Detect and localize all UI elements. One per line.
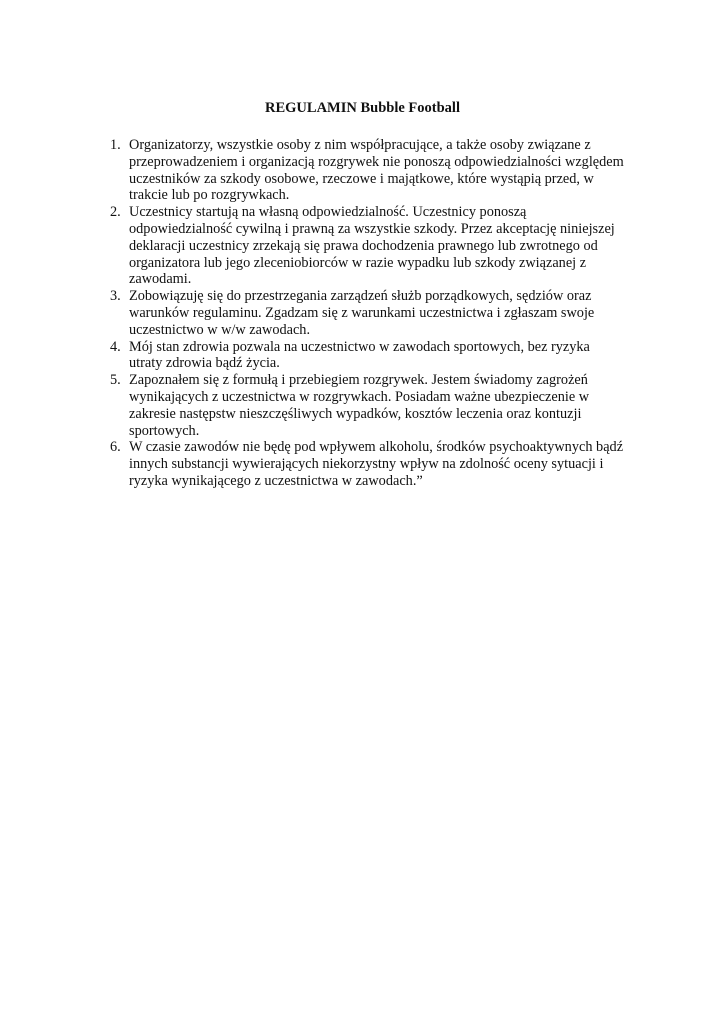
rule-line: Organizatorzy, wszystkie osoby z nim współpracujące, a także osoby związane z (129, 137, 591, 153)
rule-line: Mój stan zdrowia pozwala na uczestnictwo w zawodach sportowych, bez ryzyka (129, 338, 590, 355)
rule-line: przeprowadzeniem i organizacją rozgrywek nie ponoszą odpowiedzialności względem (129, 153, 624, 170)
rule-line: deklaracji uczestnicy zrzekają się prawa dochodzenia prawnego lub zwrotnego od (129, 237, 598, 254)
rule-line: uczestnictwo w w/w zawodach. (129, 321, 311, 338)
rule-line: innych substancji wywierających niekorzystny wpływ na zdolność oceny sytuacji i (129, 456, 604, 473)
rule-line: Zobowiązuję się do przestrzegania zarządzeń służb porządkowych, sędziów oraz (129, 288, 592, 305)
rule-line: wynikających z uczestnictwa w rozgrywkach. Posiadam ważne ubezpieczenie w (129, 388, 590, 405)
rule-number: 3. (110, 288, 121, 305)
rule-item (110, 288, 650, 338)
rule-line: zakresie następstw nieszczęśliwych wypadków, kosztów leczenia oraz kontuzji (129, 405, 582, 422)
rule-line: ryzyka wynikającego z uczestnictwa w zawodach.” (129, 472, 423, 489)
rule-line: Uczestnicy startują na własną odpowiedzialność. Uczestnicy ponoszą (129, 204, 527, 221)
rule-line: zawodami. (129, 271, 192, 288)
rule-number: 4. (110, 338, 121, 355)
rule-number: 6. (110, 439, 121, 456)
rule-item (110, 204, 650, 288)
rule-line: warunków regulaminu. Zgadzam się z warunkami uczestnictwa i zgłaszam swoje (129, 304, 595, 321)
rule-line: sportowych. (129, 422, 200, 439)
rule-item (110, 137, 650, 204)
rule-line: trakcie lub po rozgrywkach. (129, 187, 290, 204)
rule-number: 2. (110, 204, 121, 221)
rule-line: uczestników za szkody osobowe, rzeczowe i majątkowe, które wystąpią przed, w (129, 170, 594, 187)
rule-item (110, 339, 650, 373)
rules-list (110, 137, 650, 490)
rule-number: 1. (110, 137, 121, 153)
rule-item (110, 372, 650, 439)
rule-item (110, 439, 650, 489)
rule-line: Zapoznałem się z formułą i przebiegiem rozgrywek. Jestem świadomy zagrożeń (129, 372, 588, 389)
document-title: REGULAMIN Bubble Football (265, 100, 460, 116)
rule-line: utraty zdrowia bądź życia. (129, 355, 280, 372)
rule-number: 5. (110, 372, 121, 389)
rule-line: W czasie zawodów nie będę pod wpływem alkoholu, środków psychoaktywnych bądź (129, 439, 624, 456)
rule-line: odpowiedzialność cywilną i prawną za wszystkie szkody. Przez akceptację niniejszej (129, 220, 615, 237)
rule-line: organizatora lub jego zleceniobiorców w razie wypadku lub szkody związanej z (129, 254, 587, 271)
